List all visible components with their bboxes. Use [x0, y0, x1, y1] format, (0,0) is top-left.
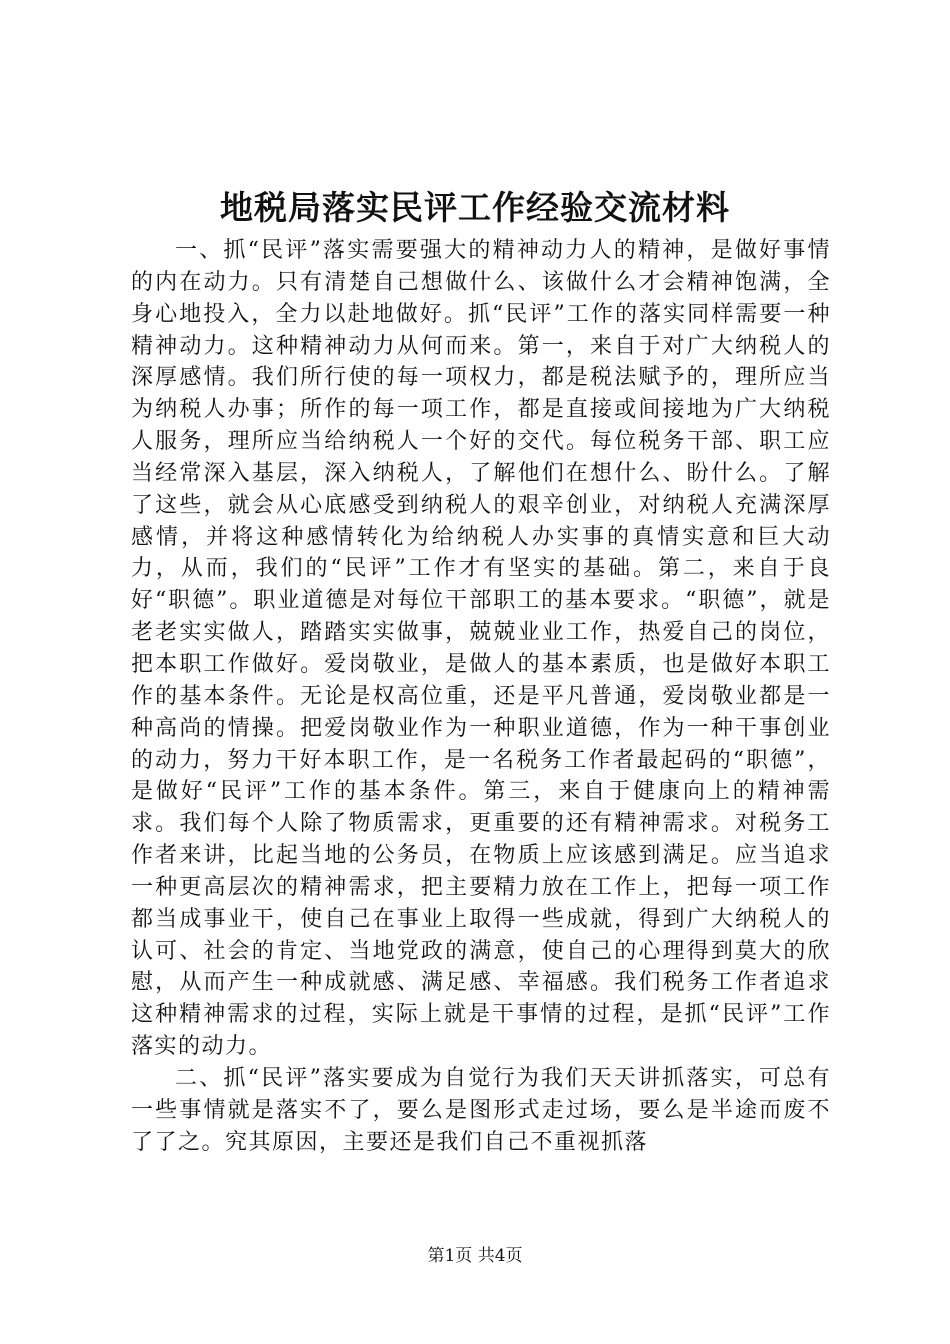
- document-title: 地税局落实民评工作经验交流材料: [220, 188, 730, 227]
- paragraph-1: 一、抓“民评”落实需要强大的精神动力人的精神，是做好事情的内在动力。只有清楚自己想做什么、该做什么才会精神饱满，全身心地投入，全力以赴地做好。抓“民评”工作的落实同样需要一种精神动力。这种精神动力从何而来。第一，来自于对广大纳税人的深厚感情。我们所行使的每一项权力，都是税法赋予的，理所应当为纳税人办事；所作的每一项工作，都是直接或间接地为广大纳税人服务，理所应当给纳税人一个好的交代。每位税务干部、职工应当经常深入基层，深入纳税人，了解他们在想什么、盼什么。了解了这些，就会从心底感受到纳税人的艰辛创业，对纳税人充满深厚感情，并将这种感情转化为给纳税人办实事的真情实意和巨大动力，从而，我们的“民评”工作才有坚实的基础。第二，来自于良好“职德”。职业道德是对每位干部职工的基本要求。“职德”，就是老老实实做人，踏踏实实做事，兢兢业业工作，热爱自己的岗位，把本职工作做好。爱岗敬业，是做人的基本素质，也是做好本职工作的基本条件。无论是权高位重，还是平凡普通，爱岗敬业都是一种高尚的情操。把爱岗敬业作为一种职业道德，作为一种干事创业的动力，努力干好本职工作，是一名税务工作者最起码的“职德”，是做好“民评”工作的基本条件。第三，来自于健康向上的精神需求。我们每个人除了物质需求，更重要的还有精神需求。对税务工作者来讲，比起当地的公务员，在物质上应该感到满足。应当追求一种更高层次的精神需求，把主要精力放在工作上，把每一项工作都当成事业干，使自己在事业上取得一些成就，得到广大纳税人的认可、社会的肯定、当地党政的满意，使自己的心理得到莫大的欣慰，从而产生一种成就感、满足感、幸福感。我们税务工作者追求这种精神需求的过程，实际上就是干事情的过程，是抓“民评”工作落实的动力。: [131, 238, 831, 1060]
- document-body: [131, 235, 831, 1158]
- paragraph-2: 二、抓“民评”落实要成为自觉行为我们天天讲抓落实，可总有一些事情就是落实不了，要么是图形式走过场，要么是半途而废不了了之。究其原因，主要还是我们自己不重视抓落: [131, 1065, 831, 1155]
- page-footer: 第1页 共4页: [427, 1246, 523, 1266]
